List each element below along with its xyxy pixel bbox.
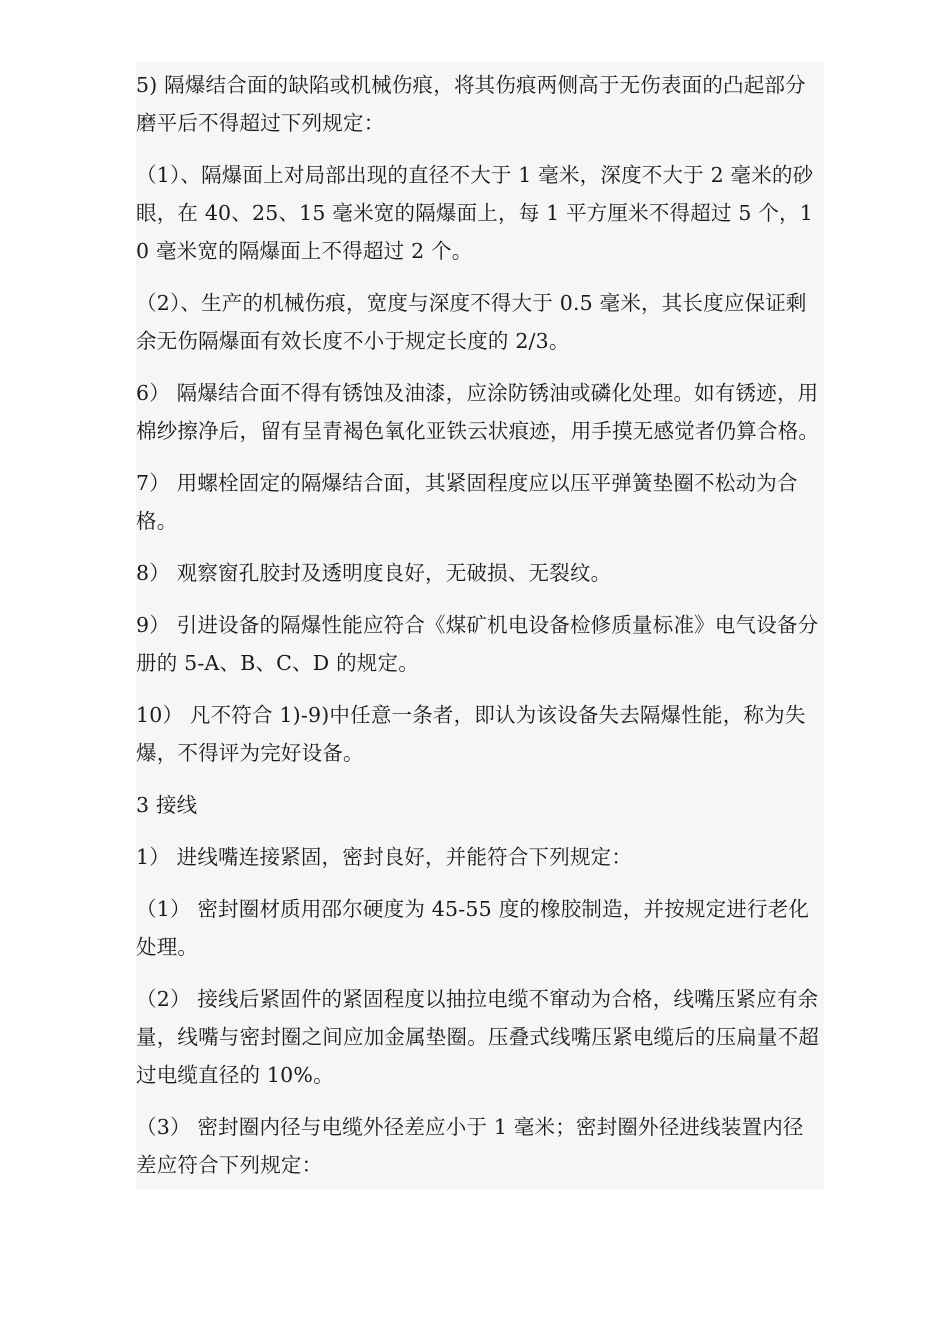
paragraph-sub-2: （2）、生产的机械伤痕，宽度与深度不得大于 0.5 毫米，其长度应保证剩余无伤隔爆面有效长度不小于规定长度的 2/3。 [136,291,807,353]
document-body [136,62,824,1190]
paragraph-item-9: 9） 引进设备的隔爆性能应符合《煤矿机电设备检修质量标准》电气设备分册的 5-A、B、C、D 的规定。 [136,613,819,675]
paragraph-item-8: 8） 观察窗孔胶封及透明度良好，无破损、无裂纹。 [136,561,612,585]
paragraph-wiring-item-1: 1） 进线嘴连接紧固，密封良好，并能符合下列规定： [136,845,633,869]
paragraph-wiring-sub-3: （3） 密封圈内径与电缆外径差应小于 1 毫米；密封圈外径进线装置内径差应符合下列规定： [136,1115,804,1177]
paragraph-item-10: 10） 凡不符合 1)-9)中任意一条者，即认为该设备失去隔爆性能，称为失爆，不得评为完好设备。 [136,703,806,765]
paragraph-sub-1: （1）、隔爆面上对局部出现的直径不大于 1 毫米，深度不大于 2 毫米的砂眼，在 40、25、15 毫米宽的隔爆面上，每 1 平方厘米不得超过 5 个，10 毫米宽的隔爆面上不得超过 2 个。 [136,163,814,263]
paragraph-wiring-sub-2: （2） 接线后紧固件的紧固程度以抽拉电缆不窜动为合格，线嘴压紧应有余量，线嘴与密封圈之间应加金属垫圈。压叠式线嘴压紧电缆后的压扁量不超过电缆直径的 10%。 [136,987,820,1087]
section-heading-wiring: 3 接线 [136,793,198,817]
paragraph-wiring-sub-1: （1） 密封圈材质用邵尔硬度为 45-55 度的橡胶制造，并按规定进行老化处理。 [136,897,810,959]
paragraph-item-6: 6） 隔爆结合面不得有锈蚀及油漆，应涂防锈油或磷化处理。如有锈迹，用棉纱擦净后，留有呈青褐色氧化亚铁云状痕迹，用手摸无感觉者仍算合格。 [136,381,820,443]
paragraph-item-5: 5) 隔爆结合面的缺陷或机械伤痕，将其伤痕两侧高于无伤表面的凸起部分磨平后不得超过下列规定： [136,73,806,135]
paragraph-item-7: 7） 用螺栓固定的隔爆结合面，其紧固程度应以压平弹簧垫圈不松动为合格。 [136,471,798,533]
